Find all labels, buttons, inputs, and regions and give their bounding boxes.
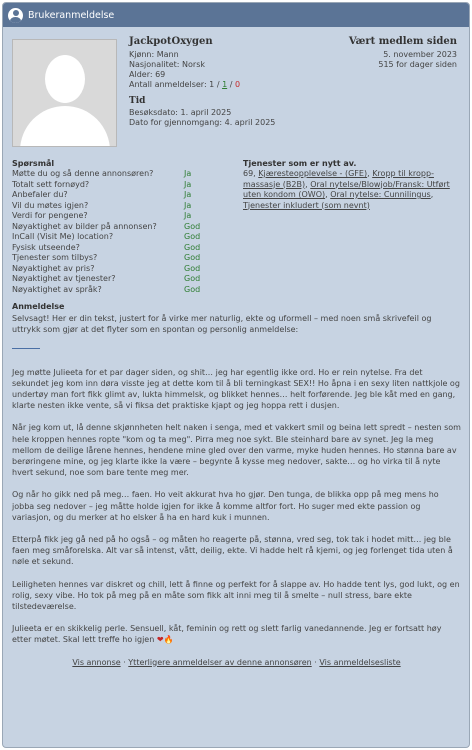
question-label: Totalt sett fornøyd? (12, 179, 90, 189)
question-answer: God (184, 274, 201, 283)
view-ad-link[interactable]: Vis annonse (72, 657, 121, 667)
question-label: Anbefaler du? (12, 190, 68, 199)
separator (12, 348, 40, 349)
question-label: Nøyaktighet av språk? (12, 284, 102, 294)
heart-icon: ❤ (156, 635, 164, 645)
question-row (12, 169, 243, 180)
question-answer: God (184, 253, 201, 262)
age: Alder: 69 (129, 70, 166, 79)
review-section (12, 301, 461, 668)
member-since (349, 37, 457, 70)
question-label: Vil du møtes igjen? (12, 200, 89, 210)
username[interactable]: JackpotOxygen (129, 36, 213, 47)
question-answer: God (184, 232, 201, 241)
review-title: Anmeldelse (12, 302, 65, 311)
visit-date: Besøksdato: 1. april 2025 (129, 108, 232, 117)
service-link[interactable]: Tjenester inkludert (som nevnt) (243, 200, 370, 210)
panel-title: Brukeranmeldelse (28, 9, 115, 21)
question-answer: God (184, 221, 201, 231)
question-label: Verdi for pengene? (12, 211, 88, 220)
question-label: Fysisk utseende? (12, 242, 80, 252)
service-link[interactable]: Oral nytelse: Cunnilingus (330, 190, 431, 199)
question-answer: Ja (184, 169, 192, 178)
question-row (12, 190, 243, 201)
positive-count[interactable]: 1 (222, 80, 228, 89)
review-paragraph: Leiligheten hennes var diskret og chill, lett å finne og perfekt for å slappe av. Ho hadde tent lys, god lukt, og en rolig, sexy vibe. Ho tok på meg på en måte som fikk alt inni meg til å smelte – null stress, bare ekte tilstedeværelse. (12, 579, 460, 612)
services-section (243, 159, 458, 295)
question-label: Nøyaktighet av pris? (12, 263, 95, 273)
nationality: Nasjonalitet: Norsk (129, 60, 205, 69)
question-row (12, 253, 243, 264)
question-row (12, 201, 243, 212)
service-link[interactable]: Kjæresteopplevelse - (GFE) (258, 169, 368, 178)
time-heading: Tid (129, 96, 146, 106)
review-paragraph: Når jeg kom ut, lå denne skjønnheten helt naken i senga, med et vakkert smil og beina lett spredt – nesten som hele kroppen hennes ropte "kom og ta meg". Pirra meg noe sykt. Ble steinhard bare av synet. Jeg la meg mellom de deilige lårene hennes, hendene mine gled over den varme, myke huden hennes. Ho stønna bare av berøringene mine, og jeg klarte ikke la være – begynte å kysse meg nedover, sakte… og ho virka til å nyte hvert sekund, noe som bare tente meg mer. (12, 423, 461, 478)
review-paragraph: Og når ho gikk ned på meg… faen. Ho veit akkurat hva ho gjør. Den tunga, de blikka opp på meg mens ho jobba seg nedover – jeg måtte holde igjen for ikke å komme altfor fort. Ho suger med ekte passion og variasjon, og du merker at ho elsker å ha en hard kuk i munnen. (12, 490, 439, 522)
question-answer: Ja (184, 211, 192, 220)
question-label: Nøyaktighet av tjenester? (12, 274, 116, 283)
user-icon (8, 8, 23, 23)
footer-links: Vis annonse · Ytterligere anmeldelser av denne annonsøren · Vis anmeldelsesliste (72, 657, 401, 667)
question-row (12, 264, 243, 275)
services-title: Tjenester som er nytt av. (243, 159, 357, 168)
question-answer: God (184, 242, 201, 252)
avatar (12, 39, 117, 147)
service-link[interactable]: Oral nytelse/Blowjob/Fransk: Utført uten kondom (OWO) (243, 179, 450, 199)
review-panel (2, 2, 470, 748)
panel-header (3, 3, 469, 27)
question-row (12, 211, 243, 222)
question-row (12, 180, 243, 191)
gender: Kjønn: Mann (129, 50, 179, 59)
flame-icon: 🔥 (163, 635, 174, 645)
questions-section (12, 159, 243, 295)
question-answer: Ja (184, 179, 192, 189)
review-intro: Selvsagt! Her er din tekst, justert for å virke mer naturlig, ekte og uformell – med noen små skrivefeil og uttrykk som gjør at det flyter som en spontan og personlig anmeldelse: (12, 314, 432, 335)
member-since-days: 515 for dager siden (378, 60, 457, 69)
question-label: Tjenester som tilbys? (12, 253, 98, 262)
question-answer: God (184, 263, 201, 273)
services-list: 69, Kjæresteopplevelse - (GFE), Kropp til kropp-massasje (B2B), Oral nytelse/Blowjob/Fransk: Utført uten kondom (OWO), Oral nytelse: Cunnilingus, Tjenester inkludert (som nevnt) (243, 169, 450, 210)
question-row (12, 222, 243, 233)
profile-info (129, 37, 275, 155)
service-link[interactable]: Kropp til kropp-massasje (B2B) (243, 169, 434, 189)
question-label: Møtte du og så denne annonsøren? (12, 169, 154, 178)
more-reviews-link[interactable]: Ytterligere anmeldelser av denne annonsøren (128, 657, 312, 667)
question-row (12, 285, 243, 296)
review-closing: Julieeta er en skikkelig perle. Sensuell, kåt, feminin og rett og slett farlig vanedannende. Jeg er fortsatt høy etter møtet. Skal lett treffe ho igjen ❤🔥 (12, 624, 442, 645)
question-answer: Ja (184, 200, 192, 210)
member-since-title: Vært medlem siden (348, 36, 457, 47)
review-count: Antall anmeldelser: 1 / 1 / 0 (129, 80, 241, 89)
question-row (12, 243, 243, 254)
question-row (12, 274, 243, 285)
question-answer: Ja (184, 190, 192, 199)
question-answer: God (184, 284, 201, 294)
review-date: Dato for gjennomgang: 4. april 2025 (129, 118, 276, 127)
question-label: InCall (Visit Me) location? (12, 232, 114, 241)
review-paragraph: Etterpå fikk jeg gå ned på ho også – og måten ho reagerte på, stønna, vred seg, tok tak i hodet mitt… jeg ble faen meg småforelska. Alt var så intenst, vått, deilig, ekte. Vi hadde helt rå kjemi, og jeg forlenget tida uten å nøle et sekund. (12, 535, 453, 567)
negative-count: 0 (234, 80, 241, 89)
review-list-link[interactable]: Vis anmeldelsesliste (319, 657, 401, 667)
member-since-date: 5. november 2023 (383, 50, 457, 59)
questions-title: Spørsmål (12, 159, 55, 168)
question-row (12, 232, 243, 243)
review-paragraph: Jeg møtte Julieeta for et par dager siden, og shit… jeg har egentlig ikke ord. Ho er rein nytelse. Fra det sekundet jeg kom inn døra visste jeg at dette kom til å bli terningkast SEX!! Ho åpna i en sexy liten nattkjole og undertøy man fort fikk glimt av, lukta himmelsk, og blikket hennes… helt forførende. Jeg ble kåt med en gang, klarte nesten ikke vente, så vi fiksa det praktiske kjapt og jeg hoppa rett i dusjen. (12, 367, 460, 411)
question-label: Nøyaktighet av bilder på annonsen? (12, 221, 157, 231)
